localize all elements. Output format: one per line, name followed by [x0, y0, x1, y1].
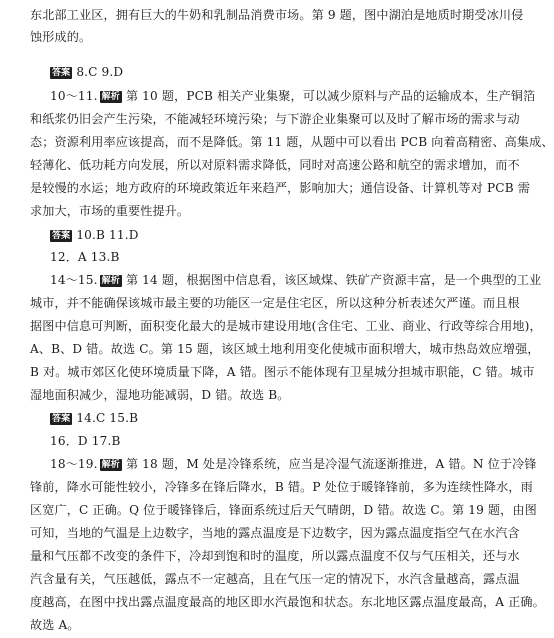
text-line: 锋前，降水可能性较小，冷锋多在锋后降水，B 错。P 处位于暖锋锋前，多为连续性降水，雨	[30, 480, 533, 494]
answer-line	[50, 227, 139, 243]
text-line: 汽含量有关，气压越低，露点不一定越高，且在气压一定的情况下，水汽含量越高，露点温	[30, 572, 520, 586]
text-line: A、B、D 错。故选 C。第 15 题，该区域土地利用变化使城市面积增大，城市热岛效应增强，	[30, 342, 540, 356]
text-line: 可知，当地的气温是上边数字，当地的露点温度是下边数字，因为露点温度指空气在水汽含	[30, 526, 520, 540]
analysis-line	[50, 456, 537, 472]
text-line: 故选 A。	[30, 618, 80, 632]
text-line: 是较慢的水运；地方政府的环境政策近年来趋严，影响加大；通信设备、计算机等对 PCB 需	[30, 181, 530, 195]
analysis-badge: 解析	[101, 460, 120, 470]
document-page	[30, 0, 554, 638]
text-line: 东北部工业区，拥有巨大的牛奶和乳制品消费市场。第 9 题，图中湖泊是地质时期受冰川侵	[30, 8, 524, 22]
answer-badge: 答案	[52, 231, 71, 241]
answer-text: 8.C 9.D	[76, 65, 124, 79]
analysis-badge: 解析	[101, 92, 120, 102]
text-line: B 对。城市郊区化使环境质量下降，A 错。图示不能体现有卫星城分担城市职能，C 错。城市	[30, 365, 535, 379]
text-line: 蚀形成的。	[30, 30, 92, 44]
text-line: 轻薄化、低功耗方向发展，所以对原料需求降低，同时对高速公路和航空的需求增加，而不	[30, 158, 520, 172]
analysis-line	[50, 88, 535, 104]
question-range: 18～19.	[50, 457, 98, 471]
text-line: 据图中信息可判断，面积变化最大的是城市建设用地(含住宅、工业、商业、行政等综合用地)，	[30, 319, 542, 333]
analysis-text: 第 14 题，根据图中信息看，该区域煤、铁矿产资源丰富，是一个典型的工业	[125, 273, 542, 287]
answer-line: 16．D 17.B	[50, 434, 121, 448]
answer-text: 10.B 11.D	[76, 228, 139, 242]
answer-line: 12．A 13.B	[50, 250, 120, 264]
analysis-text: 第 10 题，PCB 相关产业集聚，可以减少原料与产品的运输成本，生产铜箔	[125, 89, 536, 103]
analysis-badge: 解析	[101, 276, 120, 286]
text-line: 度越高，在图中找出露点温度最高的地区即水汽最饱和状态。东北地区露点温度最高，A 正确。	[30, 595, 545, 609]
analysis-text: 第 18 题，M 处是冷锋系统，应当是冷湿气流逐渐推进，A 错。N 位于冷锋	[125, 457, 537, 471]
text-line: 量和气压都不改变的条件下，冷却到饱和时的温度，所以露点温度不仅与气压相关，还与水	[30, 549, 520, 563]
question-range: 14～15.	[50, 273, 98, 287]
answer-badge: 答案	[52, 414, 71, 424]
text-line: 湿地面积减少，湿地功能减弱，D 错。故选 B。	[30, 388, 290, 402]
text-line: 求加大，市场的重要性提升。	[30, 204, 190, 218]
answer-text: 14.C 15.B	[76, 411, 139, 425]
answer-line	[50, 410, 138, 426]
text-line: 和纸浆仍旧会产生污染，不能减轻环境污染；与下游企业集聚可以及时了解市场的需求与动	[30, 112, 520, 126]
answer-badge: 答案	[52, 68, 71, 78]
text-line: 城市，并不能确保该城市最主要的功能区一定是住宅区，所以这种分析表述欠严谨。而且根	[30, 296, 520, 310]
analysis-line	[50, 272, 541, 288]
text-line: 区宽广，C 正确。Q 位于暖锋锋后，锋面系统过后天气晴朗，D 错。故选 C。第 19 题，由图	[30, 503, 537, 517]
answer-line	[50, 64, 123, 80]
text-line: 态；资源利用率应该提高，而不是降低。第 11 题，从题中可以看出 PCB 向着高精密、高集成、	[30, 135, 554, 149]
question-range: 10～11.	[50, 89, 98, 103]
